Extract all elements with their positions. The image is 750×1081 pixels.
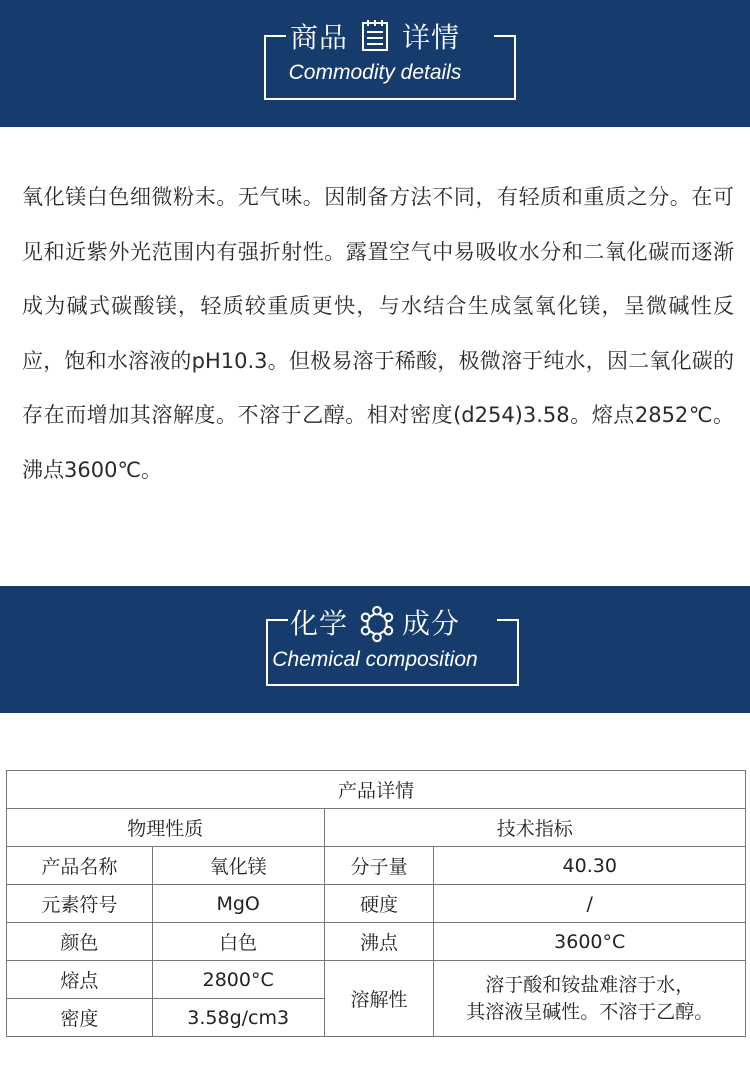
table-row <box>7 961 746 999</box>
molecule-icon <box>358 605 392 639</box>
table-row <box>7 847 746 885</box>
table-row <box>7 885 746 923</box>
row-key: 熔点 <box>7 961 153 999</box>
table-caption: 产品详情 <box>7 771 746 809</box>
row-value: MgO <box>152 885 324 923</box>
row-key: 密度 <box>7 999 153 1037</box>
title-left: 化学 <box>289 607 348 640</box>
notepad-icon <box>358 19 392 53</box>
product-description: 氧化镁白色细微粉末。无气味。因制备方法不同，有轻质和重质之分。在可见和近紫外光范围内有强折射性。露置空气中易吸收水分和二氧化碳而逐渐成为碱式碳酸镁，轻质较重质更快，与水结合生成氢氧化镁，呈微碱性反应，饱和水溶液的pH10.3。但极易溶于稀酸，极微溶于纯水，因二氧化碳的存在而增加其溶解度。不溶于乙醇。相对密度(d254)3.58。熔点2852℃。沸点3600℃。 <box>22 185 734 482</box>
row-value: 氧化镁 <box>152 847 324 885</box>
table-group-row <box>7 809 746 847</box>
section-subtitle-commodity: Commodity details <box>288 61 462 84</box>
row-key: 沸点 <box>324 923 434 961</box>
section-subtitle-chemical: Chemical composition <box>272 648 478 671</box>
row-value: 40.30 <box>434 847 746 885</box>
group-physical: 物理性质 <box>7 809 325 847</box>
section-title-commodity <box>0 16 750 56</box>
row-key: 元素符号 <box>7 885 153 923</box>
table-caption-row <box>7 771 746 809</box>
row-key: 分子量 <box>324 847 434 885</box>
section-title-chemical <box>0 602 750 642</box>
group-technical: 技术指标 <box>324 809 745 847</box>
row-key: 硬度 <box>324 885 434 923</box>
table-row <box>7 923 746 961</box>
solubility-line-2: 其溶液呈碱性。不溶于乙醇。 <box>466 1000 714 1023</box>
title-right: 成分 <box>402 607 461 640</box>
row-value: / <box>434 885 746 923</box>
row-value: 2800°C <box>152 961 324 999</box>
row-value: 3600°C <box>434 923 746 961</box>
title-right: 详情 <box>402 21 461 54</box>
row-key: 溶解性 <box>324 961 434 1037</box>
title-left: 商品 <box>289 21 348 54</box>
row-value: 白色 <box>152 923 324 961</box>
solubility-value <box>434 961 746 1037</box>
row-key: 产品名称 <box>7 847 153 885</box>
solubility-line-1: 溶于酸和铵盐难溶于水， <box>485 973 695 996</box>
spec-table <box>6 770 746 1037</box>
row-key: 颜色 <box>7 923 153 961</box>
row-value: 3.58g/cm3 <box>152 999 324 1037</box>
